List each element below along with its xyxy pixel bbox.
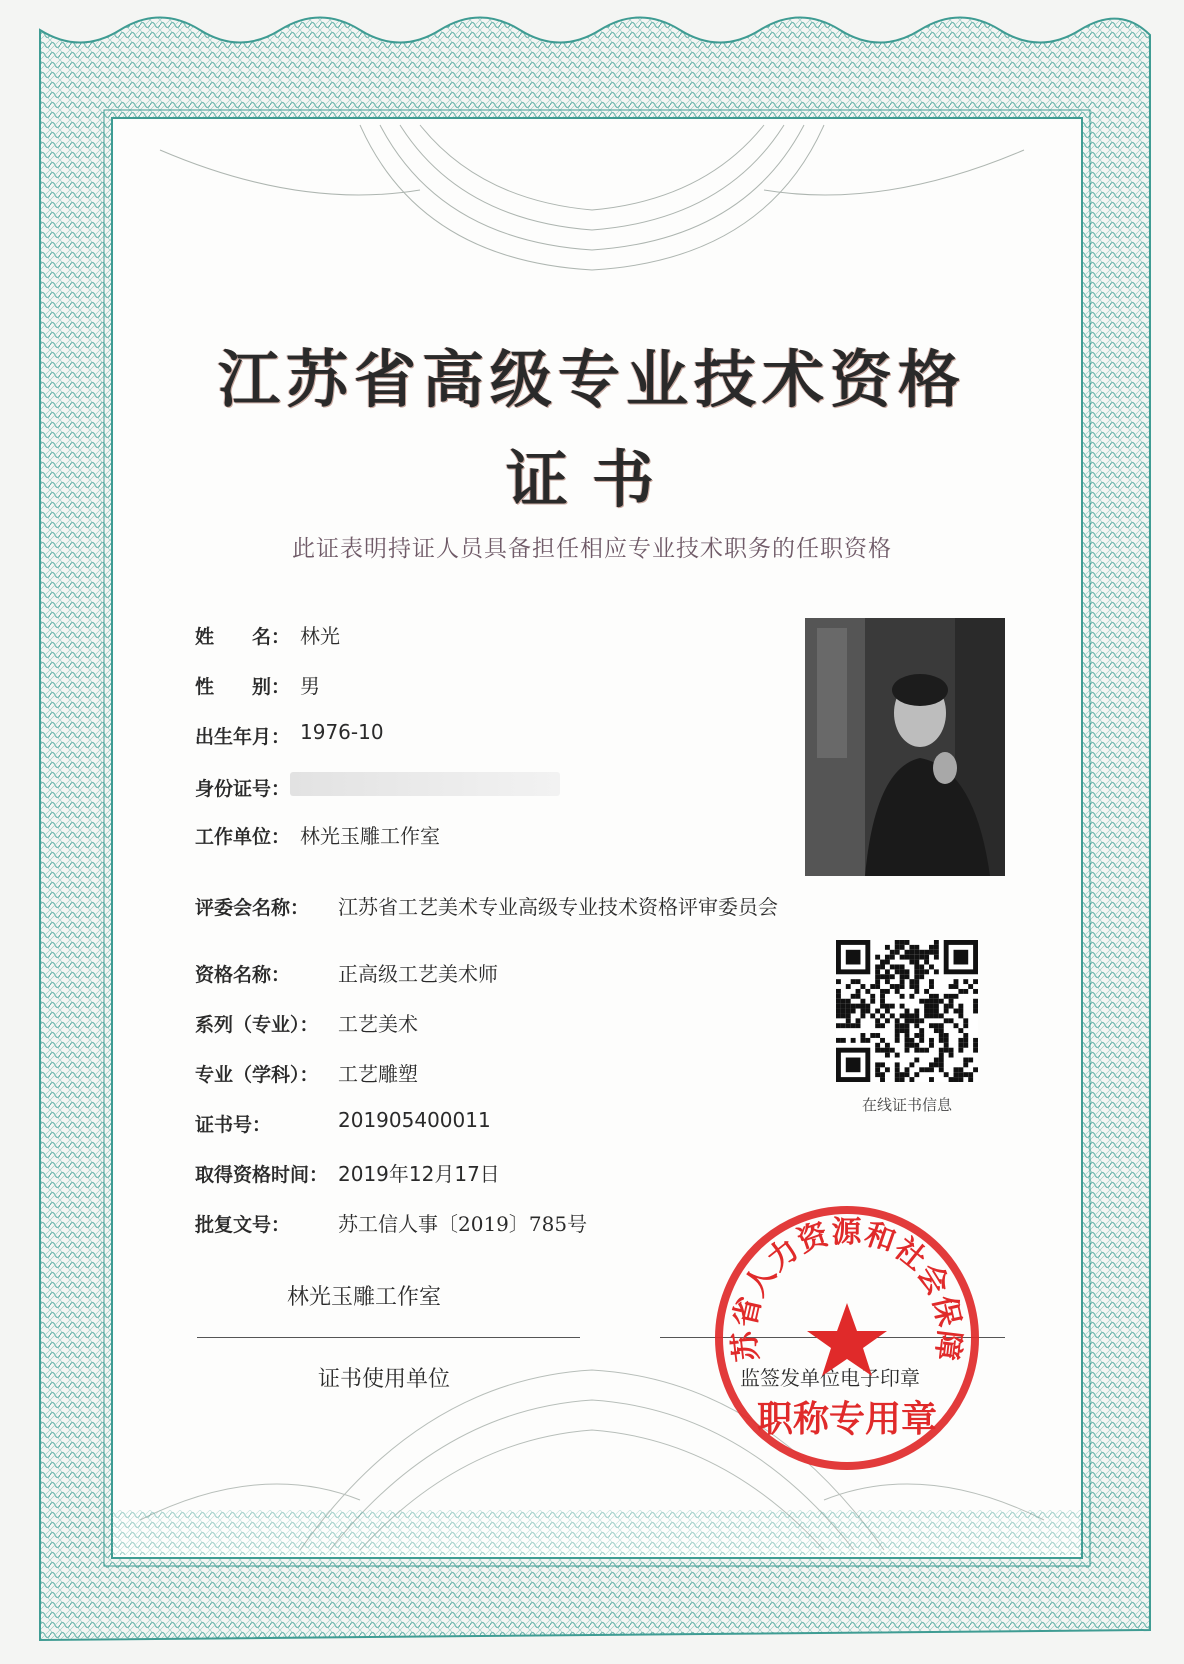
name-label: 姓 名： [195,626,291,648]
using-unit-line [197,1337,580,1338]
series-label: 系列（专业）： [195,1014,319,1036]
work-unit-value: 林光玉雕工作室 [300,824,440,848]
gender-value: 男 [300,674,320,698]
issuer-label: 监签发单位电子印章 [740,1366,920,1390]
qualification-value: 正高级工艺美术师 [338,962,498,986]
id-number-label: 身份证号： [195,778,291,800]
seal-bottom-text: 职称专用章 [756,1398,938,1440]
approval-number-value: 苏工信人事〔2019〕785号 [338,1212,588,1236]
certificate-number-value: 201905400011 [338,1108,491,1132]
committee-label: 评委会名称： [195,897,310,919]
id-number-redacted [290,772,560,796]
certificate-title-second-line: 证书 [505,443,678,516]
qualification-label: 资格名称： [195,964,291,986]
series-value: 工艺美术 [338,1012,418,1036]
major-label: 专业（学科）： [195,1064,319,1086]
approval-number-label: 批复文号： [195,1214,291,1236]
holder-photo [805,618,1005,876]
certificate-number-label: 证书号： [195,1114,272,1136]
obtained-date-value: 2019年12月17日 [338,1162,500,1186]
gender-label: 性 别： [195,676,291,698]
using-unit-name: 林光玉雕工作室 [287,1285,442,1310]
using-unit-label: 证书使用单位 [318,1367,451,1392]
certificate-subtitle: 此证表明持证人员具备担任相应专业技术职务的任职资格 [292,536,892,562]
name-value: 林光 [300,624,340,648]
qr-code[interactable] [836,940,978,1082]
work-unit-label: 工作单位： [195,826,291,848]
committee-value: 江苏省工艺美术专业高级专业技术资格评审委员会 [338,895,778,919]
birth-label: 出生年月： [195,726,291,748]
birth-value: 1976-10 [300,720,384,744]
seal-ring-text: 苏省人力资源和社会保障 [727,1214,967,1364]
major-value: 工艺雕塑 [338,1062,418,1086]
certificate-title: 江苏省高级专业技术资格 [217,343,966,416]
obtained-date-label: 取得资格时间： [195,1164,329,1186]
qr-caption: 在线证书信息 [861,1096,952,1114]
official-seal [712,1203,982,1473]
